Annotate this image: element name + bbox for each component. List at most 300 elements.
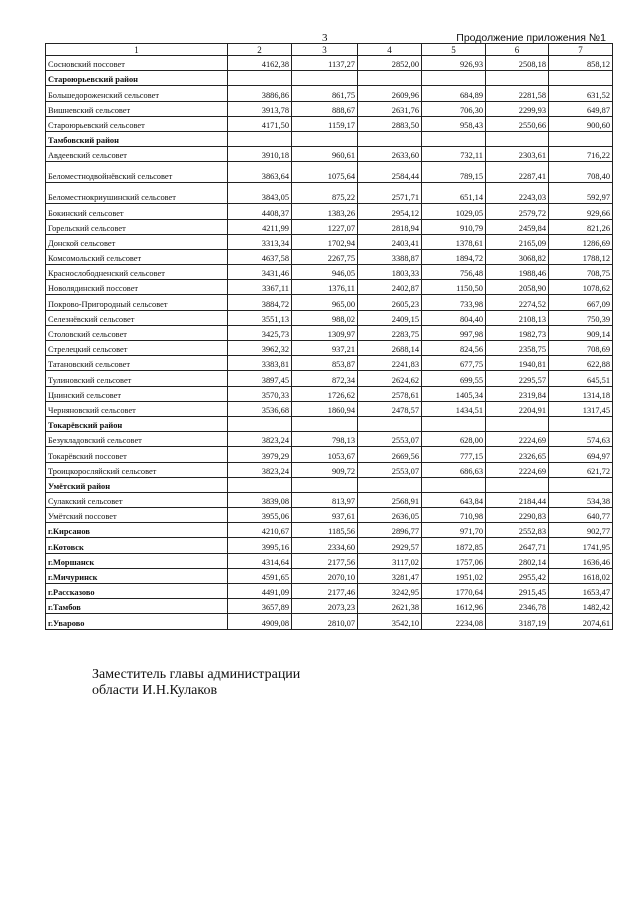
value-cell-col3: 2073,23 (292, 599, 358, 614)
signature-title: Заместитель главы администрации (92, 667, 301, 682)
value-cell-col6: 2346,78 (486, 599, 549, 614)
value-cell-col3: 1860,94 (292, 401, 358, 416)
value-cell-col6: 2299,93 (486, 101, 549, 116)
value-cell-col4: 2688,14 (358, 341, 422, 356)
value-cell-col3: 2070,10 (292, 568, 358, 583)
value-cell-col2: 4210,67 (228, 523, 292, 538)
value-cell-col6: 2802,14 (486, 553, 549, 568)
value-cell-col5: 2234,08 (422, 614, 486, 629)
value-cell-col5: 1378,61 (422, 234, 486, 249)
value-cell-col5: 1757,06 (422, 553, 486, 568)
row-name: Токарёвский поссовет (46, 447, 228, 462)
value-cell-col2: 3823,24 (228, 432, 292, 447)
row-name: Татановский сельсовет (46, 356, 228, 371)
value-cell-col5: 958,43 (422, 116, 486, 131)
value-cell-col5 (422, 477, 486, 492)
value-cell-col4: 2402,87 (358, 280, 422, 295)
value-cell-col7: 1317,45 (549, 401, 613, 416)
value-cell-col3: 946,05 (292, 265, 358, 280)
column-header: 7 (549, 44, 613, 56)
row-name: Покрово-Пригородный сельсовет (46, 295, 228, 310)
value-cell-col3: 937,61 (292, 508, 358, 523)
value-cell-col6: 2550,66 (486, 116, 549, 131)
value-cell-col2: 3913,78 (228, 101, 292, 116)
value-cell-col4: 2954,12 (358, 204, 422, 219)
row-name: Цнинский сельсовет (46, 386, 228, 401)
value-cell-col5: 1150,50 (422, 280, 486, 295)
value-cell-col7: 708,69 (549, 341, 613, 356)
value-cell-col4: 2896,77 (358, 523, 422, 538)
value-cell-col6 (486, 131, 549, 146)
value-cell-col3: 2267,75 (292, 249, 358, 264)
value-cell-col2: 3570,33 (228, 386, 292, 401)
value-cell-col3: 937,21 (292, 341, 358, 356)
value-cell-col7: 858,12 (549, 56, 613, 71)
table-row (46, 86, 613, 101)
city-row (46, 614, 613, 629)
value-cell-col6: 2579,72 (486, 204, 549, 219)
table-row (46, 101, 613, 116)
value-cell-col5: 997,98 (422, 325, 486, 340)
value-cell-col7 (549, 71, 613, 86)
value-cell-col5: 677,75 (422, 356, 486, 371)
city-row (46, 538, 613, 553)
value-cell-col2: 3551,13 (228, 310, 292, 325)
value-cell-col7: 649,87 (549, 101, 613, 116)
table-body (46, 44, 613, 630)
row-name: г.Тамбов (46, 599, 228, 614)
value-cell-col7: 902,77 (549, 523, 613, 538)
table-row (46, 356, 613, 371)
table-row (46, 116, 613, 131)
value-cell-col4: 2553,07 (358, 432, 422, 447)
row-name: Бокинский сельсовет (46, 204, 228, 219)
row-name: Умётский поссовет (46, 508, 228, 523)
value-cell-col5 (422, 71, 486, 86)
row-name: Краснослободненский сельсовет (46, 265, 228, 280)
value-cell-col4: 2883,50 (358, 116, 422, 131)
value-cell-col5: 777,15 (422, 447, 486, 462)
value-cell-col7: 640,77 (549, 508, 613, 523)
value-cell-col5: 910,79 (422, 219, 486, 234)
value-cell-col4: 2818,94 (358, 219, 422, 234)
value-cell-col5: 628,00 (422, 432, 486, 447)
value-cell-col7: 622,88 (549, 356, 613, 371)
value-cell-col7 (549, 477, 613, 492)
value-cell-col7: 592,97 (549, 183, 613, 204)
city-row (46, 568, 613, 583)
value-cell-col4: 2929,57 (358, 538, 422, 553)
value-cell-col7: 645,51 (549, 371, 613, 386)
value-cell-col3: 1383,26 (292, 204, 358, 219)
value-cell-col6: 2204,91 (486, 401, 549, 416)
value-cell-col7: 1741,95 (549, 538, 613, 553)
table-row (46, 371, 613, 386)
value-cell-col4: 2571,71 (358, 183, 422, 204)
value-cell-col7: 708,40 (549, 162, 613, 183)
value-cell-col2: 3910,18 (228, 147, 292, 162)
value-cell-col7: 2074,61 (549, 614, 613, 629)
value-cell-col6: 1988,46 (486, 265, 549, 280)
value-cell-col6: 2184,44 (486, 492, 549, 507)
table-row (46, 447, 613, 462)
column-header: 6 (486, 44, 549, 56)
value-cell-col2: 3425,73 (228, 325, 292, 340)
value-cell-col7: 694,97 (549, 447, 613, 462)
page-number: 3 (322, 32, 328, 44)
table-row (46, 401, 613, 416)
value-cell-col6: 2224,69 (486, 462, 549, 477)
value-cell-col2: 4314,64 (228, 553, 292, 568)
column-header: 3 (292, 44, 358, 56)
value-cell-col4: 2578,61 (358, 386, 422, 401)
value-cell-col5: 971,70 (422, 523, 486, 538)
city-row (46, 553, 613, 568)
value-cell-col5 (422, 131, 486, 146)
row-name: Донской сельсовет (46, 234, 228, 249)
value-cell-col6: 2303,61 (486, 147, 549, 162)
value-cell-col4 (358, 477, 422, 492)
data-table (45, 43, 613, 630)
value-cell-col6: 2319,84 (486, 386, 549, 401)
row-name: Новолядинский поссовет (46, 280, 228, 295)
table-row (46, 234, 613, 249)
value-cell-col2: 4637,58 (228, 249, 292, 264)
value-cell-col5: 686,63 (422, 462, 486, 477)
table-row (46, 386, 613, 401)
value-cell-col5: 1770,64 (422, 584, 486, 599)
value-cell-col2 (228, 416, 292, 431)
value-cell-col5: 699,55 (422, 371, 486, 386)
value-cell-col2: 3962,32 (228, 341, 292, 356)
row-name: Беломестнокриушинский сельсовет (46, 183, 228, 204)
value-cell-col2: 3884,72 (228, 295, 292, 310)
value-cell-col3: 1075,64 (292, 162, 358, 183)
table-row (46, 341, 613, 356)
row-name: Беломестнодвойнёвский сельсовет (46, 162, 228, 183)
table-row (46, 432, 613, 447)
row-name: Горельский сельсовет (46, 219, 228, 234)
value-cell-col3: 1159,17 (292, 116, 358, 131)
value-cell-col3: 853,87 (292, 356, 358, 371)
table-row (46, 280, 613, 295)
value-cell-col5: 733,98 (422, 295, 486, 310)
value-cell-col4: 3117,02 (358, 553, 422, 568)
value-cell-col3: 2177,56 (292, 553, 358, 568)
value-cell-col3 (292, 477, 358, 492)
column-header: 4 (358, 44, 422, 56)
value-cell-col6: 2058,90 (486, 280, 549, 295)
value-cell-col5: 732,11 (422, 147, 486, 162)
table-row (46, 310, 613, 325)
value-cell-col5: 643,84 (422, 492, 486, 507)
table-row (46, 219, 613, 234)
value-cell-col7: 716,22 (549, 147, 613, 162)
value-cell-col6: 3068,82 (486, 249, 549, 264)
row-name: Токарёвский район (46, 416, 228, 431)
column-header-row (46, 44, 613, 56)
city-row (46, 523, 613, 538)
district-header-row (46, 131, 613, 146)
value-cell-col3: 909,72 (292, 462, 358, 477)
value-cell-col4: 2283,75 (358, 325, 422, 340)
value-cell-col5: 710,98 (422, 508, 486, 523)
value-cell-col2: 3863,64 (228, 162, 292, 183)
value-cell-col7 (549, 131, 613, 146)
value-cell-col7: 1636,46 (549, 553, 613, 568)
value-cell-col5: 926,93 (422, 56, 486, 71)
city-row (46, 584, 613, 599)
value-cell-col6: 2459,84 (486, 219, 549, 234)
signature-name: области И.Н.Кулаков (92, 683, 218, 698)
signature-block (92, 667, 300, 699)
value-cell-col5: 1029,05 (422, 204, 486, 219)
value-cell-col4 (358, 416, 422, 431)
value-cell-col7: 929,66 (549, 204, 613, 219)
value-cell-col3: 965,00 (292, 295, 358, 310)
value-cell-col2: 3431,46 (228, 265, 292, 280)
column-header: 5 (422, 44, 486, 56)
row-name: Черняновский сельсовет (46, 401, 228, 416)
value-cell-col4: 2633,60 (358, 147, 422, 162)
value-cell-col3: 861,75 (292, 86, 358, 101)
value-cell-col4: 2553,07 (358, 462, 422, 477)
value-cell-col3 (292, 416, 358, 431)
value-cell-col3: 798,13 (292, 432, 358, 447)
value-cell-col2: 4162,38 (228, 56, 292, 71)
value-cell-col5 (422, 416, 486, 431)
row-name: Тулиновский сельсовет (46, 371, 228, 386)
value-cell-col6: 2290,83 (486, 508, 549, 523)
value-cell-col2: 3367,11 (228, 280, 292, 295)
value-cell-col7: 1618,02 (549, 568, 613, 583)
value-cell-col5: 651,14 (422, 183, 486, 204)
value-cell-col4: 3242,95 (358, 584, 422, 599)
value-cell-col2: 3843,05 (228, 183, 292, 204)
value-cell-col2 (228, 477, 292, 492)
value-cell-col5: 1405,34 (422, 386, 486, 401)
value-cell-col7: 708,75 (549, 265, 613, 280)
city-row (46, 599, 613, 614)
value-cell-col6: 2108,13 (486, 310, 549, 325)
value-cell-col4: 2584,44 (358, 162, 422, 183)
row-name: Староюрьевский сельсовет (46, 116, 228, 131)
value-cell-col3 (292, 131, 358, 146)
value-cell-col7: 1653,47 (549, 584, 613, 599)
value-cell-col2: 3955,06 (228, 508, 292, 523)
value-cell-col5: 684,89 (422, 86, 486, 101)
value-cell-col5: 789,15 (422, 162, 486, 183)
value-cell-col3: 1376,11 (292, 280, 358, 295)
value-cell-col4: 3388,87 (358, 249, 422, 264)
table-row (46, 492, 613, 507)
value-cell-col4: 2852,00 (358, 56, 422, 71)
value-cell-col2 (228, 131, 292, 146)
value-cell-col4: 3281,47 (358, 568, 422, 583)
value-cell-col6 (486, 477, 549, 492)
value-cell-col5: 756,48 (422, 265, 486, 280)
value-cell-col5: 1951,02 (422, 568, 486, 583)
value-cell-col7: 1482,42 (549, 599, 613, 614)
row-name: Стрелецкий сельсовет (46, 341, 228, 356)
value-cell-col2: 4909,08 (228, 614, 292, 629)
district-header-row (46, 416, 613, 431)
table-row (46, 265, 613, 280)
value-cell-col4: 3542,10 (358, 614, 422, 629)
row-name: Троицкоросляйский сельсовет (46, 462, 228, 477)
table-row (46, 56, 613, 71)
value-cell-col6 (486, 71, 549, 86)
value-cell-col6: 2508,18 (486, 56, 549, 71)
value-cell-col3: 1702,94 (292, 234, 358, 249)
value-cell-col3: 813,97 (292, 492, 358, 507)
row-name: г.Моршанск (46, 553, 228, 568)
value-cell-col2: 3979,29 (228, 447, 292, 462)
row-name: г.Уварово (46, 614, 228, 629)
value-cell-col7: 534,38 (549, 492, 613, 507)
value-cell-col7: 574,63 (549, 432, 613, 447)
value-cell-col6 (486, 416, 549, 431)
value-cell-col7: 1286,69 (549, 234, 613, 249)
value-cell-col2: 3536,68 (228, 401, 292, 416)
value-cell-col3: 2810,07 (292, 614, 358, 629)
value-cell-col6: 2552,83 (486, 523, 549, 538)
row-name: Столовский сельсовет (46, 325, 228, 340)
value-cell-col6: 2243,03 (486, 183, 549, 204)
value-cell-col5: 804,40 (422, 310, 486, 325)
value-cell-col2: 4591,65 (228, 568, 292, 583)
value-cell-col5: 824,56 (422, 341, 486, 356)
value-cell-col4: 2636,05 (358, 508, 422, 523)
column-header: 2 (228, 44, 292, 56)
value-cell-col6: 2287,41 (486, 162, 549, 183)
value-cell-col3 (292, 71, 358, 86)
value-cell-col4: 2669,56 (358, 447, 422, 462)
value-cell-col7: 1314,18 (549, 386, 613, 401)
value-cell-col4: 2478,57 (358, 401, 422, 416)
value-cell-col3: 888,67 (292, 101, 358, 116)
table-row (46, 462, 613, 477)
row-name: Староюрьевский район (46, 71, 228, 86)
value-cell-col3: 2334,60 (292, 538, 358, 553)
value-cell-col2 (228, 71, 292, 86)
value-cell-col2: 3313,34 (228, 234, 292, 249)
row-name: Селезнёвский сельсовет (46, 310, 228, 325)
value-cell-col4: 1803,33 (358, 265, 422, 280)
value-cell-col3: 872,34 (292, 371, 358, 386)
row-name: Вишневский сельсовет (46, 101, 228, 116)
value-cell-col7: 750,39 (549, 310, 613, 325)
value-cell-col5: 1872,85 (422, 538, 486, 553)
value-cell-col7: 667,09 (549, 295, 613, 310)
district-header-row (46, 477, 613, 492)
value-cell-col6: 2358,75 (486, 341, 549, 356)
table-row (46, 295, 613, 310)
value-cell-col5: 1894,72 (422, 249, 486, 264)
table-row (46, 325, 613, 340)
value-cell-col6: 2326,65 (486, 447, 549, 462)
value-cell-col4: 2409,15 (358, 310, 422, 325)
value-cell-col6: 2295,57 (486, 371, 549, 386)
value-cell-col3: 1053,67 (292, 447, 358, 462)
row-name: Комсомольский сельсовет (46, 249, 228, 264)
district-header-row (46, 71, 613, 86)
value-cell-col2: 3839,08 (228, 492, 292, 507)
value-cell-col7: 631,52 (549, 86, 613, 101)
value-cell-col6: 1940,81 (486, 356, 549, 371)
value-cell-col2: 3823,24 (228, 462, 292, 477)
value-cell-col6: 2915,45 (486, 584, 549, 599)
table-row (46, 249, 613, 264)
value-cell-col5: 1434,51 (422, 401, 486, 416)
value-cell-col3: 960,61 (292, 147, 358, 162)
value-cell-col2: 4491,09 (228, 584, 292, 599)
row-name: Умётский район (46, 477, 228, 492)
row-name: г.Мичуринск (46, 568, 228, 583)
value-cell-col2: 3383,81 (228, 356, 292, 371)
value-cell-col7: 1078,62 (549, 280, 613, 295)
value-cell-col2: 4408,37 (228, 204, 292, 219)
row-name: Сулакский сельсовет (46, 492, 228, 507)
value-cell-col6: 3187,19 (486, 614, 549, 629)
value-cell-col5: 706,30 (422, 101, 486, 116)
value-cell-col3: 1185,56 (292, 523, 358, 538)
column-header: 1 (46, 44, 228, 56)
value-cell-col4 (358, 131, 422, 146)
value-cell-col2: 4211,99 (228, 219, 292, 234)
value-cell-col4: 2568,91 (358, 492, 422, 507)
row-name: Сосновский поссовет (46, 56, 228, 71)
value-cell-col4: 2631,76 (358, 101, 422, 116)
value-cell-col3: 988,02 (292, 310, 358, 325)
row-name: Тамбовский район (46, 131, 228, 146)
value-cell-col2: 3657,89 (228, 599, 292, 614)
value-cell-col4 (358, 71, 422, 86)
row-name: г.Рассказово (46, 584, 228, 599)
value-cell-col6: 2281,58 (486, 86, 549, 101)
value-cell-col4: 2241,83 (358, 356, 422, 371)
value-cell-col7: 900,60 (549, 116, 613, 131)
row-name: г.Кирсанов (46, 523, 228, 538)
value-cell-col6: 2955,42 (486, 568, 549, 583)
continuation-note: Продолжение приложения №1 (456, 32, 606, 44)
table-row (46, 204, 613, 219)
value-cell-col4: 2605,23 (358, 295, 422, 310)
value-cell-col5: 1612,96 (422, 599, 486, 614)
value-cell-col3: 875,22 (292, 183, 358, 204)
value-cell-col7: 909,14 (549, 325, 613, 340)
value-cell-col2: 3897,45 (228, 371, 292, 386)
value-cell-col4: 2609,96 (358, 86, 422, 101)
value-cell-col4: 2403,41 (358, 234, 422, 249)
value-cell-col3: 1227,07 (292, 219, 358, 234)
row-name: г.Котовск (46, 538, 228, 553)
row-name: Большедороженский сельсовет (46, 86, 228, 101)
table-row (46, 162, 613, 183)
value-cell-col2: 4171,50 (228, 116, 292, 131)
value-cell-col3: 1309,97 (292, 325, 358, 340)
value-cell-col6: 1982,73 (486, 325, 549, 340)
value-cell-col3: 1137,27 (292, 56, 358, 71)
row-name: Безукладовский сельсовет (46, 432, 228, 447)
value-cell-col6: 2224,69 (486, 432, 549, 447)
value-cell-col7 (549, 416, 613, 431)
value-cell-col7: 621,72 (549, 462, 613, 477)
table-row (46, 183, 613, 204)
value-cell-col2: 3886,86 (228, 86, 292, 101)
row-name: Авдеевский сельсовет (46, 147, 228, 162)
value-cell-col6: 2647,71 (486, 538, 549, 553)
